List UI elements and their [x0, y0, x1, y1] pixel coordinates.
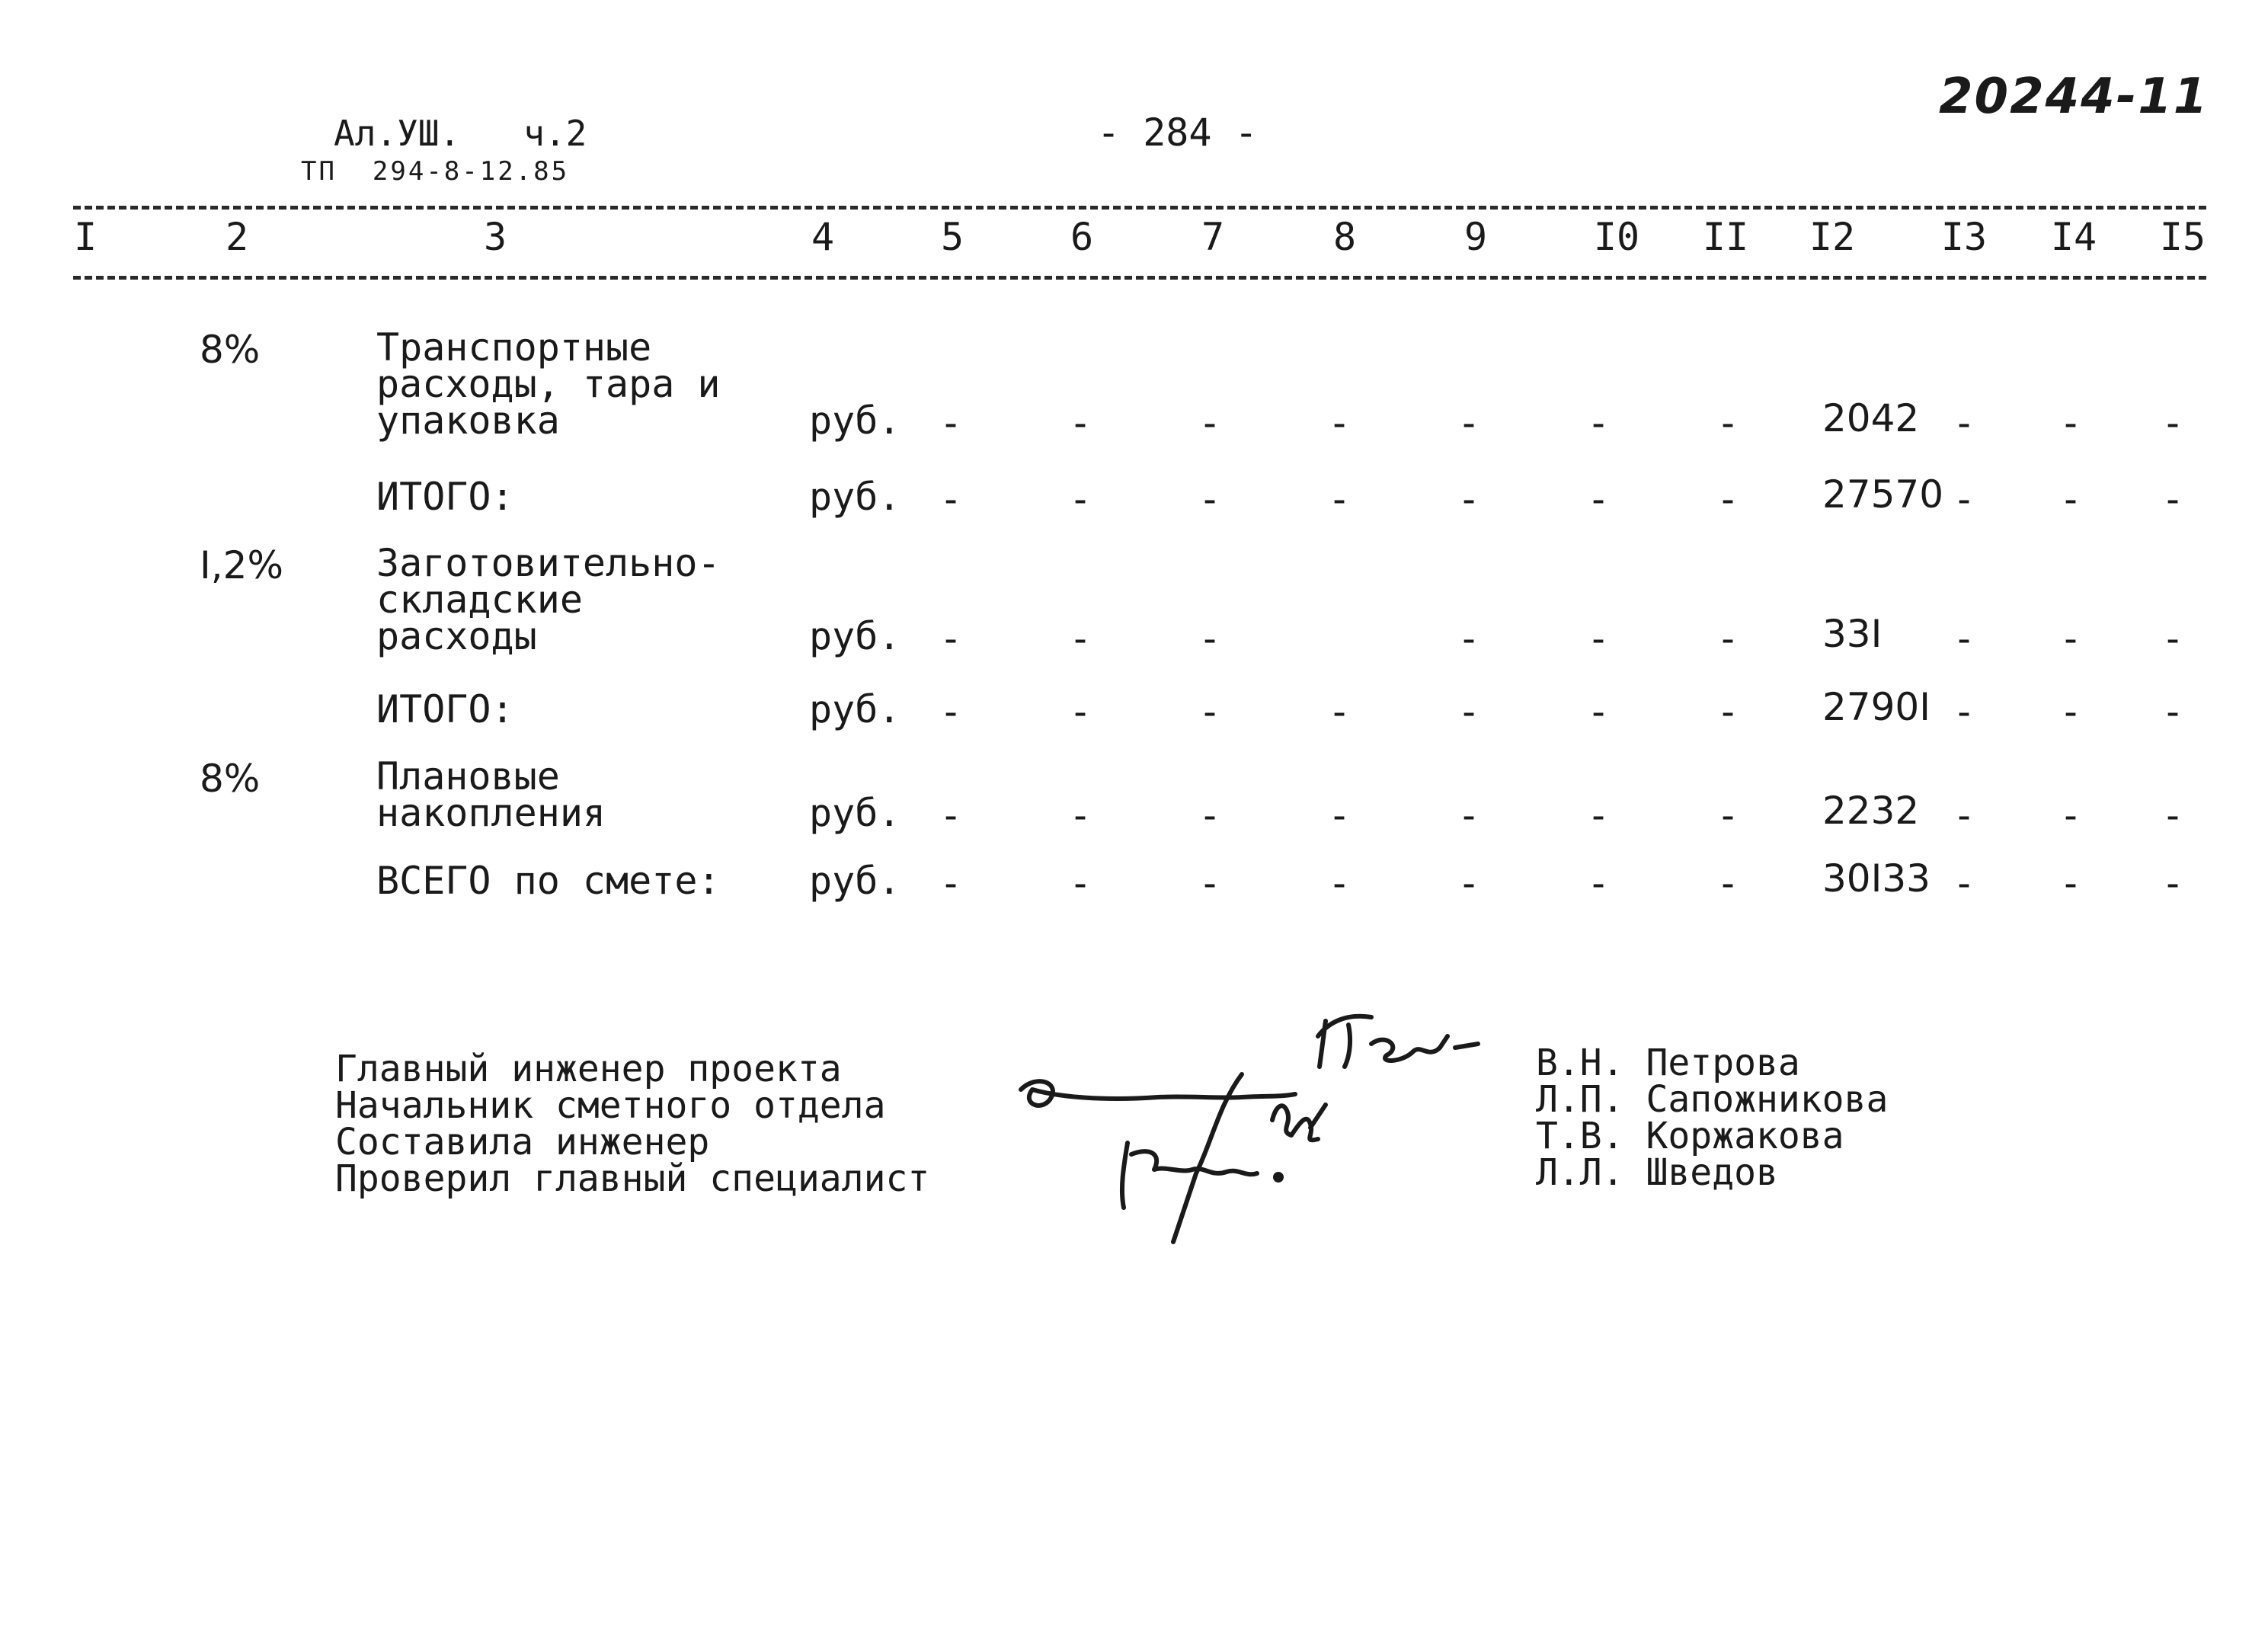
- column-number: I2: [1809, 215, 1856, 259]
- column-number: II: [1702, 215, 1749, 259]
- description-line: ВСЕГО по смете:: [376, 859, 721, 903]
- empty-cell-dash: -: [1952, 861, 1976, 905]
- column-number: 8: [1332, 215, 1357, 259]
- empty-cell-dash: -: [939, 401, 963, 445]
- column-number: 7: [1201, 215, 1225, 259]
- empty-cell-dash: -: [1198, 793, 1222, 837]
- page-number: - 284 -: [1097, 110, 1258, 155]
- unit-label: руб.: [809, 614, 901, 658]
- empty-cell-dash: -: [1586, 401, 1611, 445]
- signature-roles: [335, 1048, 930, 1200]
- empty-cell-dash: -: [2058, 401, 2083, 445]
- empty-cell-dash: -: [2058, 861, 2083, 905]
- empty-cell-dash: -: [1952, 401, 1976, 445]
- unit-label: руб.: [809, 859, 901, 903]
- role-estimate-head: Начальник сметного отдела: [335, 1084, 886, 1127]
- empty-cell-dash: -: [1198, 477, 1222, 521]
- name-petrova: В.Н. Петрова: [1536, 1042, 1800, 1084]
- column-number: I: [73, 215, 98, 259]
- item-description: [376, 325, 721, 443]
- name-shvedov: Л.Л. Шведов: [1536, 1151, 1778, 1194]
- description-line: накопления: [376, 791, 606, 835]
- description-line: ИТОГО:: [376, 475, 514, 519]
- empty-cell-dash: -: [1457, 861, 1481, 905]
- empty-cell-dash: -: [1457, 793, 1481, 837]
- document-number: 20244-11: [1939, 69, 2209, 125]
- empty-cell-dash: -: [1952, 477, 1976, 521]
- cost-value: 2790I: [1822, 685, 1931, 729]
- description-line: расходы: [376, 614, 537, 658]
- empty-cell-dash: -: [2161, 477, 2185, 521]
- empty-cell-dash: -: [1457, 690, 1481, 734]
- rate-percent: I,2%: [200, 543, 283, 587]
- column-number: I3: [1940, 215, 1988, 259]
- empty-cell-dash: -: [1068, 861, 1092, 905]
- empty-cell-dash: -: [939, 477, 963, 521]
- empty-cell-dash: -: [1198, 401, 1222, 445]
- empty-cell-dash: -: [2161, 401, 2185, 445]
- empty-cell-dash: -: [1068, 401, 1092, 445]
- empty-cell-dash: -: [1586, 793, 1611, 837]
- column-number: I4: [2050, 215, 2097, 259]
- header-rule-top: [73, 206, 2206, 210]
- rate-percent: 8%: [200, 328, 261, 372]
- empty-cell-dash: -: [1068, 793, 1092, 837]
- empty-cell-dash: -: [1716, 861, 1740, 905]
- description-line: Заготовительно-: [376, 541, 721, 585]
- empty-cell-dash: -: [1716, 616, 1740, 661]
- role-compiled-by: Составила инженер: [335, 1121, 710, 1163]
- item-description: [376, 754, 606, 835]
- empty-cell-dash: -: [1327, 477, 1352, 521]
- empty-cell-dash: -: [1952, 793, 1976, 837]
- empty-cell-dash: -: [2161, 793, 2185, 837]
- description-line: упаковка: [376, 398, 560, 443]
- signature-names: [1536, 1042, 1889, 1194]
- empty-cell-dash: -: [1586, 861, 1611, 905]
- cost-value: 30I33: [1822, 856, 1931, 901]
- empty-cell-dash: -: [1068, 690, 1092, 734]
- column-number: I0: [1593, 215, 1640, 259]
- tp-label: ТП 294-8-12.85: [301, 156, 570, 187]
- cost-value: 2042: [1822, 396, 1920, 440]
- album-label: Ал.УШ. ч.2: [334, 113, 587, 154]
- empty-cell-dash: -: [2058, 793, 2083, 837]
- empty-cell-dash: -: [1952, 616, 1976, 661]
- empty-cell-dash: -: [1198, 616, 1222, 661]
- unit-label: руб.: [809, 687, 901, 731]
- item-description: [376, 687, 514, 731]
- empty-cell-dash: -: [2058, 616, 2083, 661]
- empty-cell-dash: -: [2161, 690, 2185, 734]
- empty-cell-dash: -: [1068, 477, 1092, 521]
- unit-label: руб.: [809, 398, 901, 443]
- column-number: 3: [483, 215, 507, 259]
- item-description: [376, 859, 721, 903]
- item-description: [376, 541, 721, 658]
- empty-cell-dash: -: [1457, 401, 1481, 445]
- empty-cell-dash: -: [939, 616, 963, 661]
- empty-cell-dash: -: [1327, 401, 1352, 445]
- cost-value: 33I: [1822, 612, 1883, 656]
- description-line: Плановые: [376, 754, 560, 798]
- rate-percent: 8%: [200, 757, 261, 801]
- empty-cell-dash: -: [939, 690, 963, 734]
- empty-cell-dash: -: [1716, 793, 1740, 837]
- empty-cell-dash: -: [2161, 616, 2185, 661]
- role-checked-by: Проверил главный специалист: [335, 1157, 930, 1200]
- empty-cell-dash: -: [1068, 616, 1092, 661]
- role-chief-engineer: Главный инженер проекта: [335, 1048, 842, 1090]
- column-number: I5: [2159, 215, 2206, 259]
- header-rule-bottom: [73, 276, 2206, 280]
- empty-cell-dash: -: [1457, 616, 1481, 661]
- empty-cell-dash: -: [1716, 401, 1740, 445]
- empty-cell-dash: -: [1198, 690, 1222, 734]
- cost-value: 27570: [1822, 472, 1944, 517]
- empty-cell-dash: -: [1327, 861, 1352, 905]
- column-number: 2: [225, 215, 249, 259]
- empty-cell-dash: -: [1586, 477, 1611, 521]
- empty-cell-dash: -: [1586, 690, 1611, 734]
- handwritten-signatures: [990, 991, 1524, 1250]
- cost-value: 2232: [1822, 789, 1920, 833]
- empty-cell-dash: -: [2058, 690, 2083, 734]
- empty-cell-dash: -: [1457, 477, 1481, 521]
- name-korzhakova: Т.В. Коржакова: [1536, 1115, 1844, 1157]
- column-number: 5: [940, 215, 964, 259]
- empty-cell-dash: -: [1327, 690, 1352, 734]
- empty-cell-dash: -: [1716, 477, 1740, 521]
- column-number: 6: [1070, 215, 1094, 259]
- item-description: [376, 475, 514, 519]
- empty-cell-dash: -: [1586, 616, 1611, 661]
- description-line: расходы, тара и: [376, 362, 721, 406]
- column-number: 4: [811, 215, 835, 259]
- description-line: ИТОГО:: [376, 687, 514, 731]
- column-number: 9: [1463, 215, 1488, 259]
- description-line: Транспортные: [376, 325, 652, 370]
- empty-cell-dash: -: [1952, 690, 1976, 734]
- empty-cell-dash: -: [1198, 861, 1222, 905]
- empty-cell-dash: -: [1327, 793, 1352, 837]
- empty-cell-dash: -: [939, 793, 963, 837]
- name-sapozhnikova: Л.П. Сапожникова: [1536, 1078, 1889, 1121]
- empty-cell-dash: -: [2058, 477, 2083, 521]
- empty-cell-dash: -: [939, 861, 963, 905]
- unit-label: руб.: [809, 475, 901, 519]
- description-line: складские: [376, 578, 583, 622]
- empty-cell-dash: -: [1716, 690, 1740, 734]
- empty-cell-dash: -: [2161, 861, 2185, 905]
- unit-label: руб.: [809, 791, 901, 835]
